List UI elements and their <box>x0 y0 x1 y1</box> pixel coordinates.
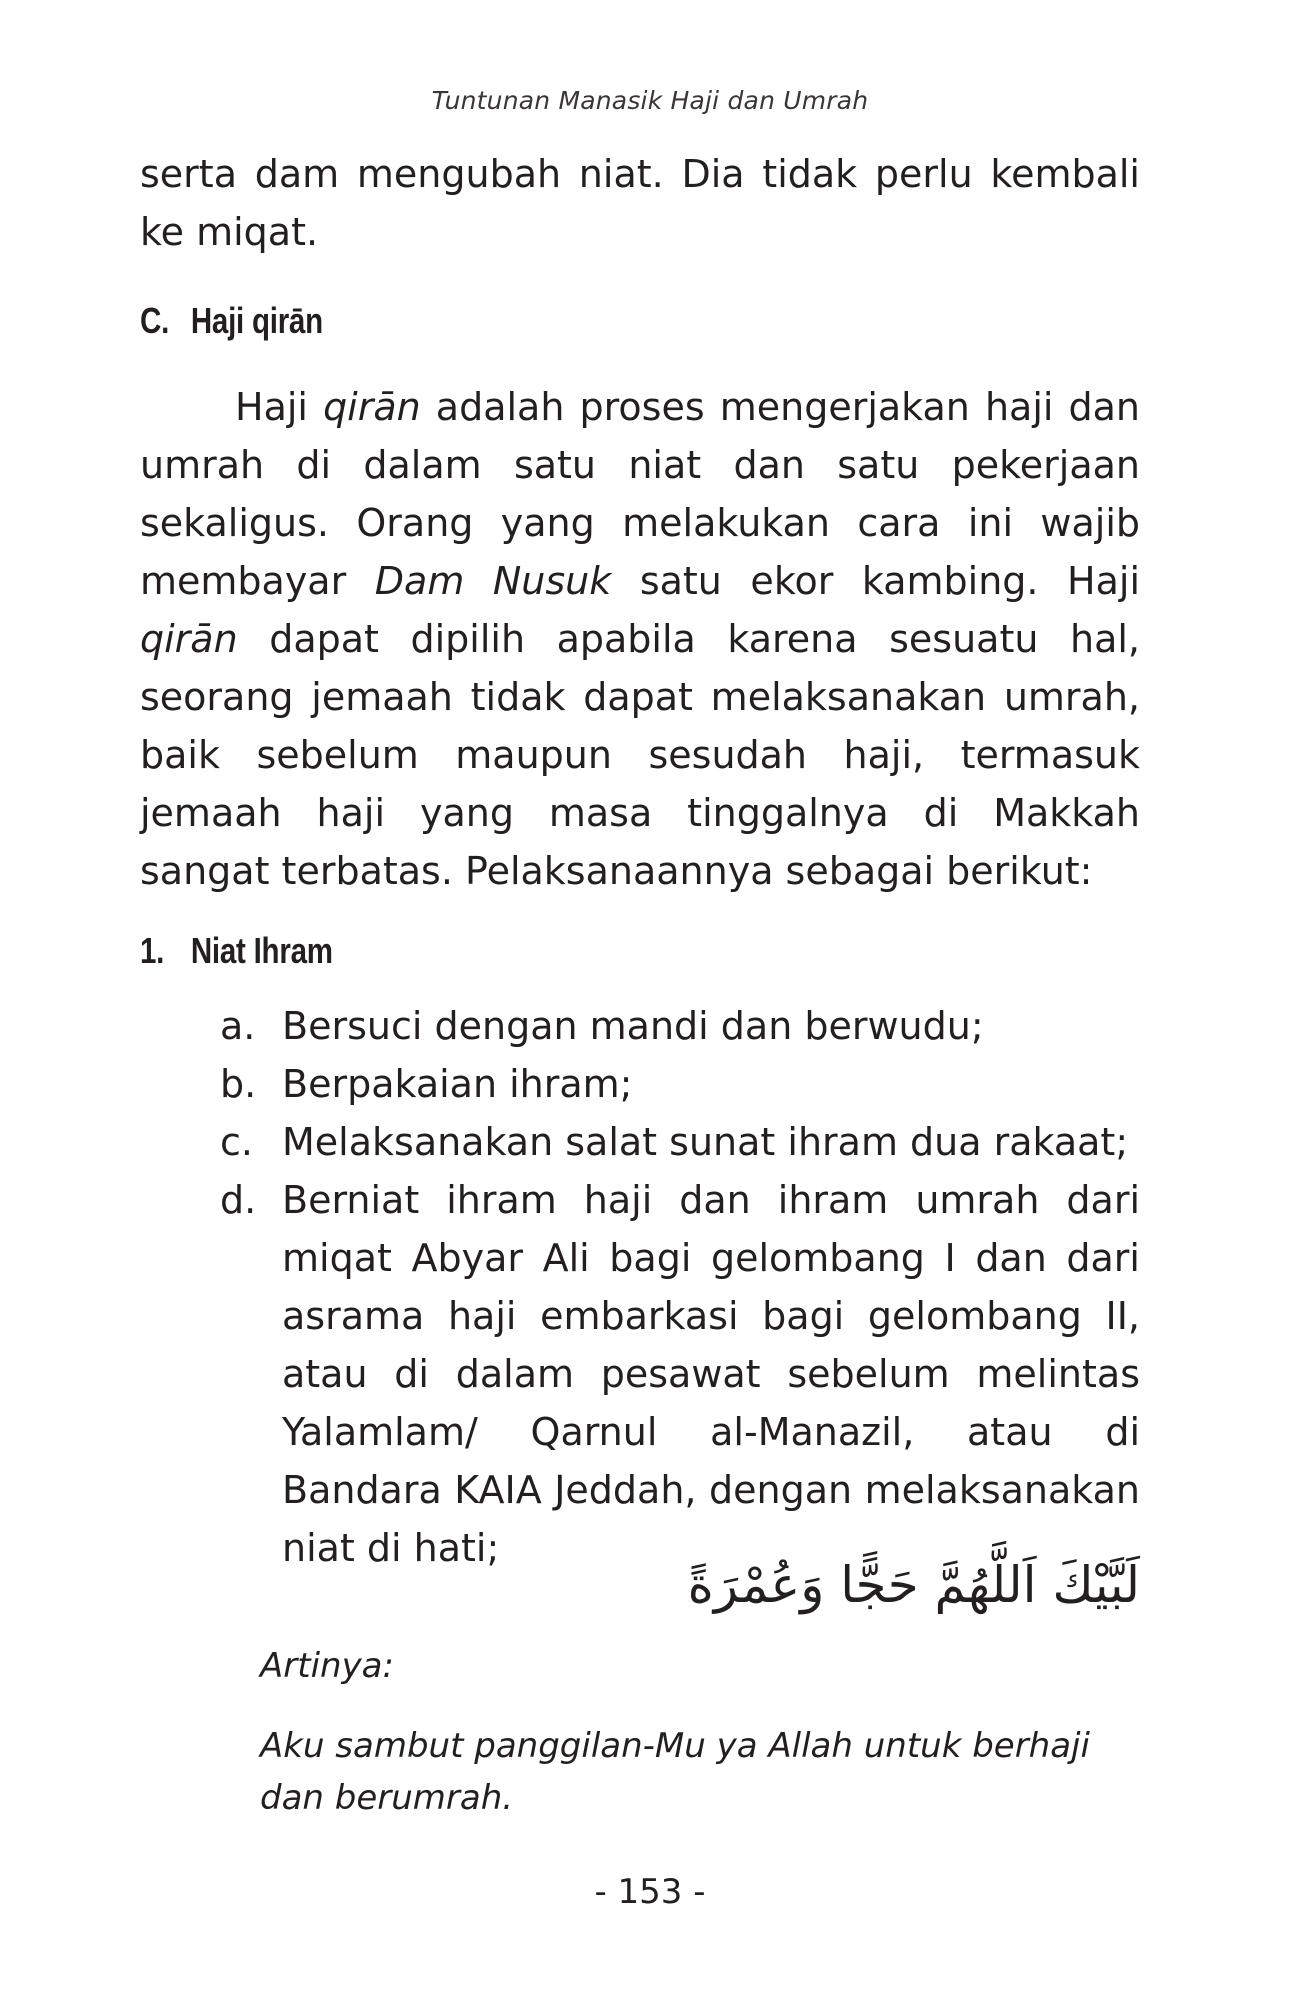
list-marker: a. <box>220 1004 256 1048</box>
list-item-text: Berpakaian ihram; <box>282 1062 633 1106</box>
subsection-title: Niat Ihram <box>190 930 333 971</box>
page-number: - 153 - <box>594 1872 706 1912</box>
list-item <box>220 1055 1140 1113</box>
section-number: C. <box>140 300 170 341</box>
list-item <box>220 997 1140 1055</box>
running-head: Tuntunan Manasik Haji dan Umrah <box>431 86 869 115</box>
intro-term-dam-nusuk: Dam Nusuk <box>374 559 612 603</box>
list-item-text: Bersuci dengan mandi dan berwudu; <box>282 1004 984 1048</box>
intro-text-1: Haji <box>235 385 324 429</box>
section-heading-c <box>140 300 323 342</box>
intro-term-qiran-2: qirān <box>140 617 238 661</box>
intro-text-2: adalah proses mengerjakan haji dan umrah di dalam satu niat dan satu pekerjaan sekaligus. Orang yang melakukan cara ini wajib membayar <box>140 385 1141 603</box>
intro-term-qiran: qirān <box>323 385 421 429</box>
intro-text-4: dapat dipilih apabila karena sesuatu hal, seorang jemaah tidak dapat melaksanakan umrah, baik sebelum maupun sesudah haji, termasuk jemaah haji yang masa tinggalnya di Makkah sangat terbatas. Pelaksanaannya sebagai berikut: <box>140 617 1140 893</box>
list-item-text: Melaksanakan salat sunat ihram dua rakaat; <box>282 1120 1129 1164</box>
list-marker: c. <box>220 1120 253 1164</box>
artinya-label: Artinya: <box>260 1646 394 1686</box>
list-marker: d. <box>220 1178 257 1222</box>
list-item <box>220 1113 1140 1171</box>
arabic-niat-text: لَبَّيْكَ اَللَّهُمَّ حَجًّا وَعُمْرَةً <box>687 1556 1140 1614</box>
intro-text-3: satu ekor kambing. Haji <box>611 559 1141 603</box>
subsection-number: 1. <box>140 930 165 971</box>
list-item-text: Berniat ihram haji dan ihram umrah dari miqat Abyar Ali bagi gelombang I dan dari asrama haji embarkasi bagi gelombang II, atau di dalam pesawat sebelum melintas Yalamlam/ Qarnul al-Manazil, atau di Bandara KAIA Jeddah, dengan melaksanakan niat di hati; <box>282 1178 1140 1570</box>
list-item <box>220 1171 1140 1577</box>
intro-paragraph <box>140 378 1140 900</box>
list-marker: b. <box>220 1062 257 1106</box>
steps-list <box>220 997 1140 1577</box>
subsection-heading-1 <box>140 930 333 972</box>
translation-text: Aku sambut panggilan-Mu ya Allah untuk berhaji dan berumrah. <box>260 1726 1090 1818</box>
continuation-paragraph: serta dam mengubah niat. Dia tidak perlu kembali ke miqat. <box>140 152 1140 254</box>
section-title: Haji qirān <box>190 300 323 341</box>
